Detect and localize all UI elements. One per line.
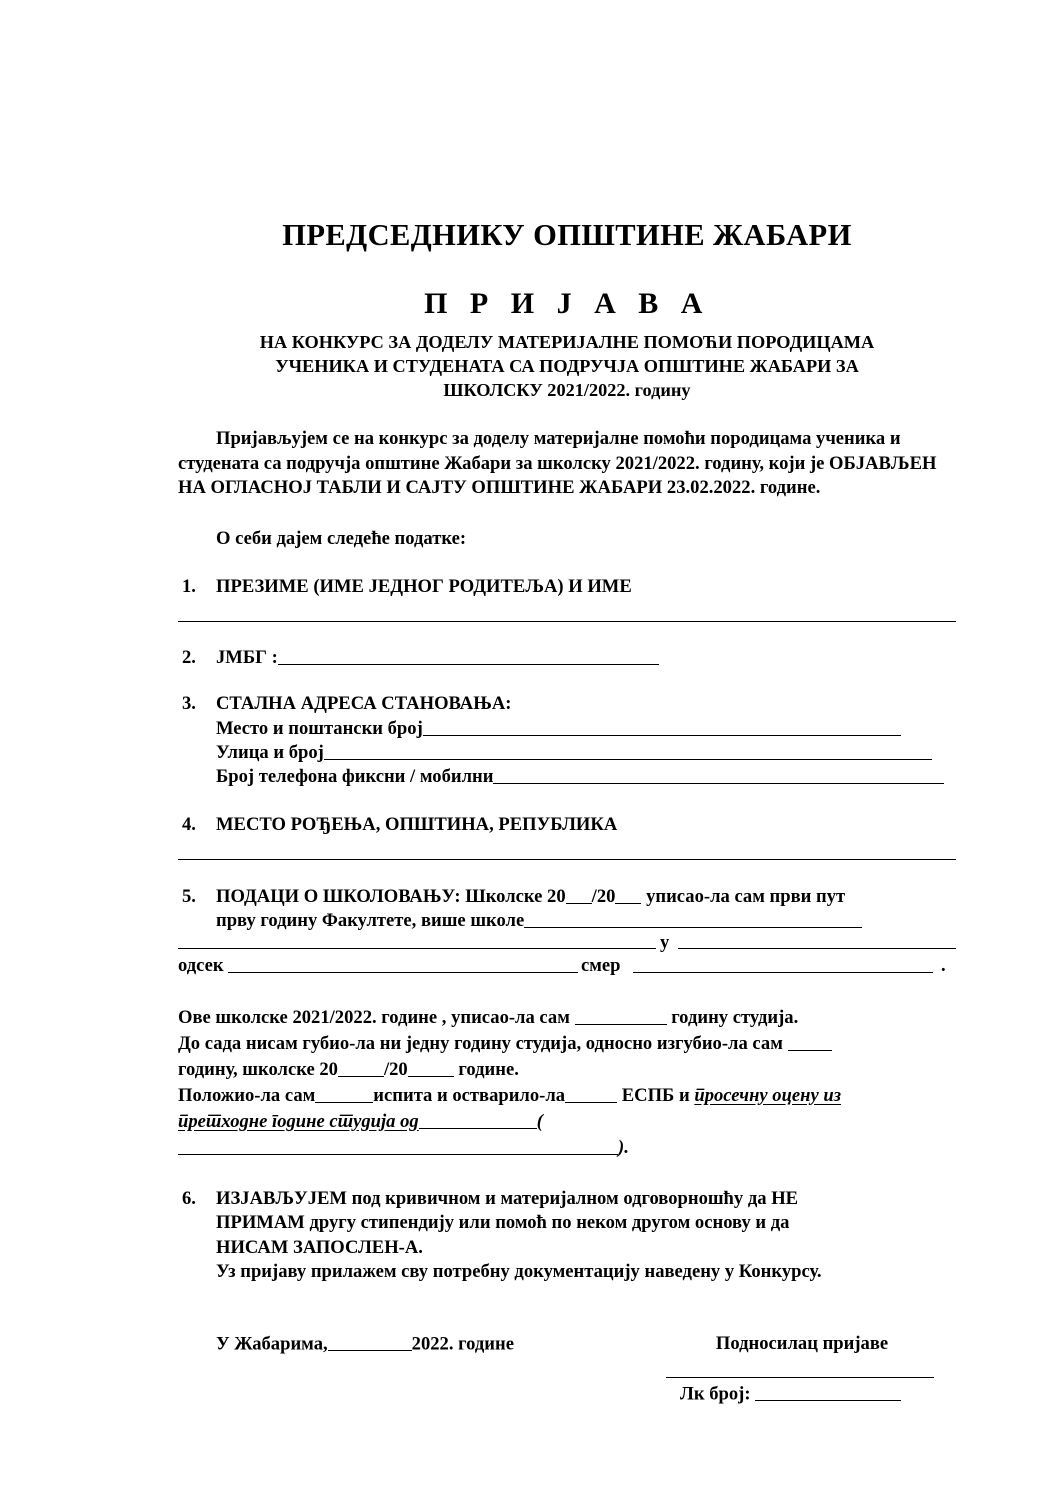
item-3-field-phone-row [216,765,956,789]
espb-label: ЕСПБ и [621,1084,690,1106]
form-type-heading: П Р И Ј А В А [424,287,710,321]
lost-year-end-field[interactable] [408,1058,454,1077]
subtitle-line-3: ШКОЛСКУ 2021/2022. годину [443,379,691,400]
form-item-3 [178,692,956,789]
faculty-name-field[interactable] [524,910,862,929]
item-4-number: 4. [182,814,196,836]
id-number-label: Лк број: [680,1383,751,1405]
odsek-answer-field[interactable] [228,972,578,973]
subtitle-block [178,320,956,402]
current-year-row [178,1005,956,1031]
applicant-signature-area [648,1333,956,1406]
item-6-line-4: Уз пријаву прилажем сву потребну документацију наведену у Конкурсу. [216,1261,822,1283]
year-suffix-label: 2022. године [411,1333,514,1355]
item-3-field-phone-label: Број телефона фиксни / мобилни [216,766,494,788]
subtitle-line-1: НА КОНКУРС ЗА ДОДЕЛУ МАТЕРИЈАЛНЕ ПОМОЋИ ПОРОДИЦАМА [259,332,875,353]
subhead-text: О себи дајем следеће податке: [216,528,467,549]
intro-part-3: 23.02.2022. године. [662,477,821,499]
exams-mid: испита и остварило-ла [373,1084,566,1106]
item-5-first-time-text: уписао-ла сам први пут [646,885,846,907]
average-grade-numeric-field[interactable] [419,1110,537,1129]
lost-year-school-row [178,1057,956,1083]
item-6-primam-word: ПРИМАМ [216,1212,305,1234]
average-grade-italic-2: претходне године студија од [178,1110,419,1132]
espb-earned-field[interactable] [565,1084,617,1103]
item-5-line-4 [178,954,956,987]
phone-number-field[interactable] [493,765,944,784]
lost-year-school-sep: /20 [383,1058,408,1080]
city-value-field[interactable] [678,948,956,949]
document-content [178,0,956,1405]
item-3-field-place-label: Место и поштански број [216,717,423,739]
intro-paragraph [178,402,956,501]
item-5-first-year-label: прву годину Факултете, више школе [216,910,525,932]
form-item-6 [178,1187,956,1285]
item-4-label: МЕСТО РОЂЕЊА, ОПШТИНА, РЕПУБЛИКА [216,814,618,836]
lost-year-row [178,1031,956,1057]
item-2-number: 2. [182,646,196,668]
average-grade-row [178,1109,956,1161]
signature-label: Подносилац пријаве [715,1332,889,1354]
average-grade-italic-1: просечну оцену из [694,1084,842,1106]
item-3-field-street-row [216,741,956,765]
item-5-school-year-prefix: Школске 20 [465,885,566,907]
current-year-prefix: Ове школске 2021/2022. године , уписао-ла сам [178,1006,570,1028]
odsek-value-field[interactable] [178,948,656,949]
item-1-label: ПРЕЗИМЕ (ИМЕ ЈЕДНОГ РОДИТЕЉА) И ИМЕ [216,576,632,598]
lost-year-text: До сада нисам губио-ла ни једну годину студија, односно изгубио-ла сам [178,1032,783,1054]
item-5-number: 5. [182,885,196,907]
item-2-label: ЈМБГ : [216,646,278,668]
lost-year-start-field[interactable] [338,1058,384,1077]
item-6-ne-word: НЕ [771,1187,799,1209]
form-item-1 [178,575,956,600]
exams-prefix: Положио-ла сам [178,1084,316,1106]
intro-part-2-emphasis: ОБЈАВЉЕН НА ОГЛАСНОЈ ТАБЛИ И САЈТУ ОПШТИНЕ ЖАБАРИ [178,452,937,499]
item-6-declare-word: ИЗЈАВЉУЈЕМ [216,1187,347,1209]
place-prefix-label: У Жабарима, [216,1333,328,1355]
item-5-label: ПОДАЦИ О ШКОЛОВАЊУ: [216,885,461,907]
lost-year-school-suffix: године. [458,1058,519,1080]
item-6-line-1-rest: под кривичном и материјалном одговорношћу да [346,1187,772,1209]
item-5-line-2 [216,909,956,933]
average-grade-words-field[interactable] [178,1136,618,1155]
current-year-suffix: годину студија. [671,1006,799,1028]
item-5-statement-block [178,1005,956,1161]
date-field[interactable] [328,1333,412,1352]
id-number-row [648,1378,956,1406]
id-number-field[interactable] [755,1383,901,1402]
item-5-school-year-sep: /20 [591,885,616,907]
item-5-connector-u: у [660,931,670,953]
smer-label: смер [581,954,621,976]
jmbg-answer-field[interactable] [278,646,659,665]
page-title-addressee: ПРЕДСЕДНИКУ ОПШТИНЕ ЖАБАРИ [282,218,852,252]
enroll-year-start-field[interactable] [566,885,592,904]
item-6-line-2 [216,1211,956,1236]
form-item-2 [178,646,956,671]
average-grade-paren-close: ). [618,1136,629,1158]
signature-row [178,1333,956,1406]
item-5-end-punct: . [941,954,946,976]
item-6-line-2-rest: другу стипендију или помоћ по неком другом основу и да [304,1212,790,1234]
current-study-year-field[interactable] [575,1006,667,1025]
form-item-5 [178,885,956,934]
smer-answer-field[interactable] [633,972,933,973]
item-6-number: 6. [182,1187,196,1209]
item-3-label: СТАЛНА АДРЕСА СТАНОВАЊА: [216,693,512,715]
place-and-postal-code-field[interactable] [423,717,901,736]
item-5-line-1 [216,885,956,910]
enroll-year-end-field[interactable] [615,885,641,904]
odsek-label: одсек [178,954,224,976]
street-and-number-field[interactable] [324,741,932,760]
item-3-field-place-row [216,717,956,741]
item-2-row [216,646,956,671]
intro-part-1: Пријављујем се на конкурс за доделу материјалне помоћи породицама ученика и студената са подручја општине Жабари за школску 2021/2022. годину, који је [178,428,901,474]
item-6-line-3: НИСАМ ЗАПОСЛЕН-А. [216,1236,423,1258]
subtitle-line-2: УЧЕНИКА И СТУДЕНАТА СА ПОДРУЧЈА ОПШТИНЕ ЖАБАРИ ЗА [275,355,859,376]
lost-year-school-prefix: годину, школске 20 [178,1058,338,1080]
average-grade-paren-open: ( [536,1110,543,1132]
form-item-4 [178,813,956,838]
item-6-line-1 [216,1187,956,1212]
exams-passed-field[interactable] [315,1084,373,1103]
item-1-number: 1. [182,576,196,598]
item-3-number: 3. [182,693,196,715]
lost-years-count-field[interactable] [788,1032,832,1051]
item-3-field-street-label: Улица и број [216,741,324,763]
signature-block [178,1285,956,1406]
exams-row [178,1083,956,1109]
place-and-date [178,1333,648,1356]
item-5-line-3 [178,931,956,957]
data-subheading [178,501,956,551]
